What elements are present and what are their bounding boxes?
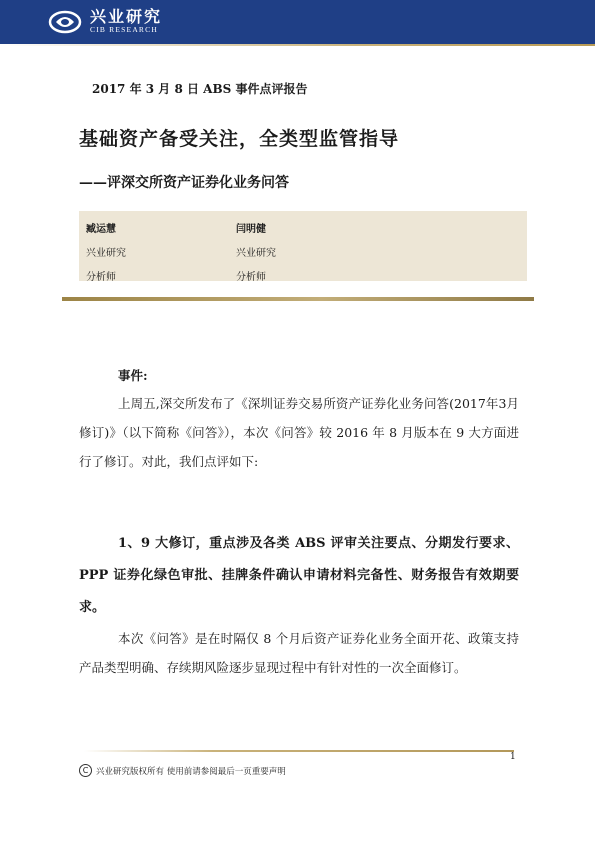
author-card xyxy=(86,218,126,290)
logo-english-text: CIB RESEARCH xyxy=(90,25,158,34)
report-title: 基础资产备受关注，全类型监管指导 xyxy=(79,128,400,150)
author-org: 兴业研究 xyxy=(236,248,276,259)
header-bar xyxy=(0,0,595,44)
author-name: 臧运慧 xyxy=(86,224,116,235)
author-org: 兴业研究 xyxy=(86,248,126,259)
section-divider xyxy=(62,297,534,301)
author-role: 分析师 xyxy=(236,272,266,283)
event-heading: 事件: xyxy=(118,368,148,383)
footer xyxy=(79,764,286,777)
key-point-heading: 1、9 大修订，重点涉及各类 ABS 评审关注要点、分期发行要求、PPP 证券化绿色审批、挂牌条件确认申请材料完备性、财务报告有效期要求。 xyxy=(79,536,519,615)
cib-logo xyxy=(48,9,162,35)
page-number: 1 xyxy=(510,752,516,762)
cib-logo-icon xyxy=(48,9,82,35)
author-name: 闫明健 xyxy=(236,224,266,235)
body-paragraph: 本次《问答》是在时隔仅 8 个月后资产证券化业务全面开花、政策支持产品类型明确、存续期风险逐步显现过程中有针对性的一次全面修订。 xyxy=(79,631,519,675)
footer-divider xyxy=(84,750,514,752)
author-role: 分析师 xyxy=(86,272,116,283)
report-subtitle: ——评深交所资产证券化业务问答 xyxy=(79,175,289,191)
footer-disclaimer: 兴业研究版权所有 使用前请参阅最后一页重要声明 xyxy=(96,766,286,777)
logo-chinese-text: 兴业研究 xyxy=(90,7,163,26)
author-box xyxy=(79,211,527,281)
header-accent-line xyxy=(0,44,595,46)
event-paragraph: 上周五,深交所发布了《深圳证券交易所资产证券化业务问答(2017年3月修订)》（以下简称《问答》），本次《问答》较 2016 年 8 月版本在 9 大方面进行了修订。对此，我们点评如下: xyxy=(79,396,519,469)
copyright-icon: C xyxy=(79,764,92,777)
author-card xyxy=(236,218,276,290)
report-date-line: 2017 年 3 月 8 日 ABS 事件点评报告 xyxy=(92,82,308,96)
